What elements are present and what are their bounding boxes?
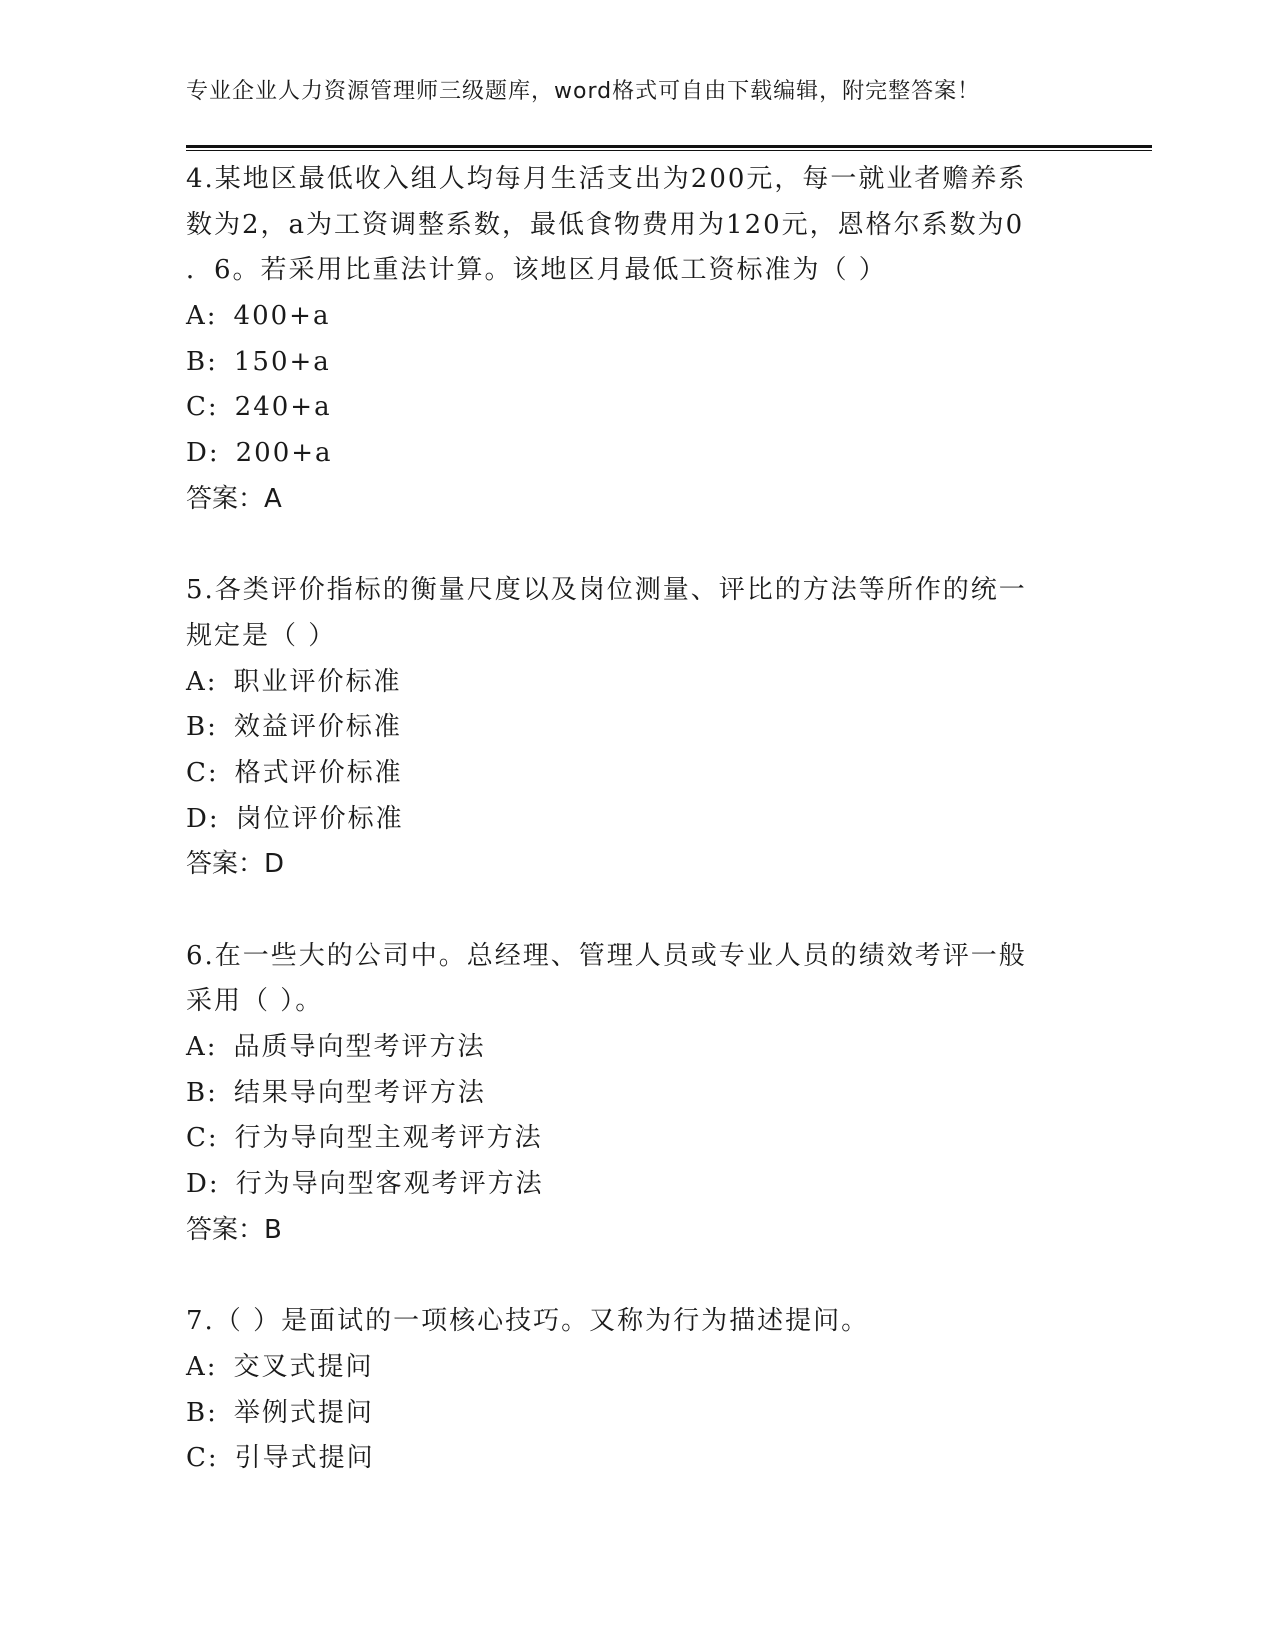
option-c bbox=[186, 385, 1066, 431]
option-text: 行为导向型主观考评方法 bbox=[234, 1123, 543, 1154]
option-letter: D: bbox=[186, 438, 220, 469]
question-stem-line: 采用（ ）。 bbox=[186, 986, 324, 1017]
option-d bbox=[186, 431, 1066, 477]
option-text: 400+a bbox=[233, 301, 331, 332]
option-d bbox=[186, 1162, 1066, 1208]
option-text: 引导式提问 bbox=[234, 1443, 375, 1474]
option-text: 岗位评价标准 bbox=[235, 803, 404, 834]
question-block bbox=[186, 568, 1066, 888]
answer-line: 答案：A bbox=[186, 483, 282, 514]
answer-line: 答案：B bbox=[186, 1214, 282, 1245]
option-b bbox=[186, 1071, 1066, 1117]
option-b bbox=[186, 705, 1066, 751]
option-letter: B: bbox=[186, 1077, 218, 1108]
option-letter: A: bbox=[186, 1032, 218, 1063]
option-c bbox=[186, 1436, 1066, 1482]
option-text: 品质导向型考评方法 bbox=[233, 1032, 486, 1063]
option-letter: D: bbox=[186, 803, 220, 834]
option-text: 交叉式提问 bbox=[233, 1351, 374, 1382]
question-list bbox=[186, 157, 1066, 1482]
question-stem-line: 规定是（ ） bbox=[186, 620, 337, 651]
option-letter: A: bbox=[186, 1351, 218, 1382]
option-letter: D: bbox=[186, 1169, 220, 1200]
answer-line: 答案：D bbox=[186, 849, 285, 880]
option-letter: B: bbox=[186, 1397, 218, 1428]
header-divider-thick bbox=[186, 145, 1152, 148]
option-a bbox=[186, 1345, 1066, 1391]
question-stem-line: 数为2，a为工资调整系数，最低食物费用为120元，恩格尔系数为0 bbox=[186, 209, 1025, 240]
option-letter: B: bbox=[186, 346, 218, 377]
option-text: 200+a bbox=[235, 438, 333, 469]
page-header: 专业企业人力资源管理师三级题库，word格式可自由下载编辑，附完整答案！ bbox=[186, 79, 981, 104]
option-a bbox=[186, 1025, 1066, 1071]
header-divider-thin bbox=[186, 150, 1152, 151]
option-text: 举例式提问 bbox=[233, 1397, 374, 1428]
question-stem-line: 4.某地区最低收入组人均每月生活支出为200元，每一就业者赡养系 bbox=[186, 164, 1027, 194]
spacer bbox=[186, 523, 1066, 569]
option-text: 格式评价标准 bbox=[234, 757, 403, 788]
spacer bbox=[186, 1254, 1066, 1300]
option-letter: A: bbox=[186, 666, 218, 697]
option-b bbox=[186, 340, 1066, 386]
option-text: 行为导向型客观考评方法 bbox=[235, 1169, 544, 1200]
option-letter: C: bbox=[186, 757, 219, 788]
question-stem-line: ．6。若采用比重法计算。该地区月最低工资标准为（ ） bbox=[186, 255, 887, 286]
question-stem-line: 5.各类评价指标的衡量尺度以及岗位测量、评比的方法等所作的统一 bbox=[186, 575, 1027, 606]
question-block bbox=[186, 934, 1066, 1254]
question-block bbox=[186, 1299, 1066, 1482]
option-letter: C: bbox=[186, 392, 219, 423]
option-letter: B: bbox=[186, 712, 218, 743]
option-text: 职业评价标准 bbox=[233, 666, 402, 697]
option-c bbox=[186, 1116, 1066, 1162]
option-text: 150+a bbox=[233, 346, 331, 377]
option-letter: C: bbox=[186, 1443, 219, 1474]
question-stem-line: 6.在一些大的公司中。总经理、管理人员或专业人员的绩效考评一般 bbox=[186, 940, 1027, 971]
option-a bbox=[186, 294, 1066, 340]
option-c bbox=[186, 751, 1066, 797]
option-d bbox=[186, 797, 1066, 843]
option-letter: A: bbox=[186, 301, 218, 332]
option-b bbox=[186, 1391, 1066, 1437]
option-a bbox=[186, 660, 1066, 706]
option-letter: C: bbox=[186, 1123, 219, 1154]
option-text: 240+a bbox=[234, 392, 332, 423]
question-stem-line: 7.（ ）是面试的一项核心技巧。又称为行为描述提问。 bbox=[186, 1306, 870, 1337]
spacer bbox=[186, 888, 1066, 934]
option-text: 结果导向型考评方法 bbox=[233, 1077, 486, 1108]
option-text: 效益评价标准 bbox=[233, 712, 402, 743]
question-block bbox=[186, 157, 1066, 523]
